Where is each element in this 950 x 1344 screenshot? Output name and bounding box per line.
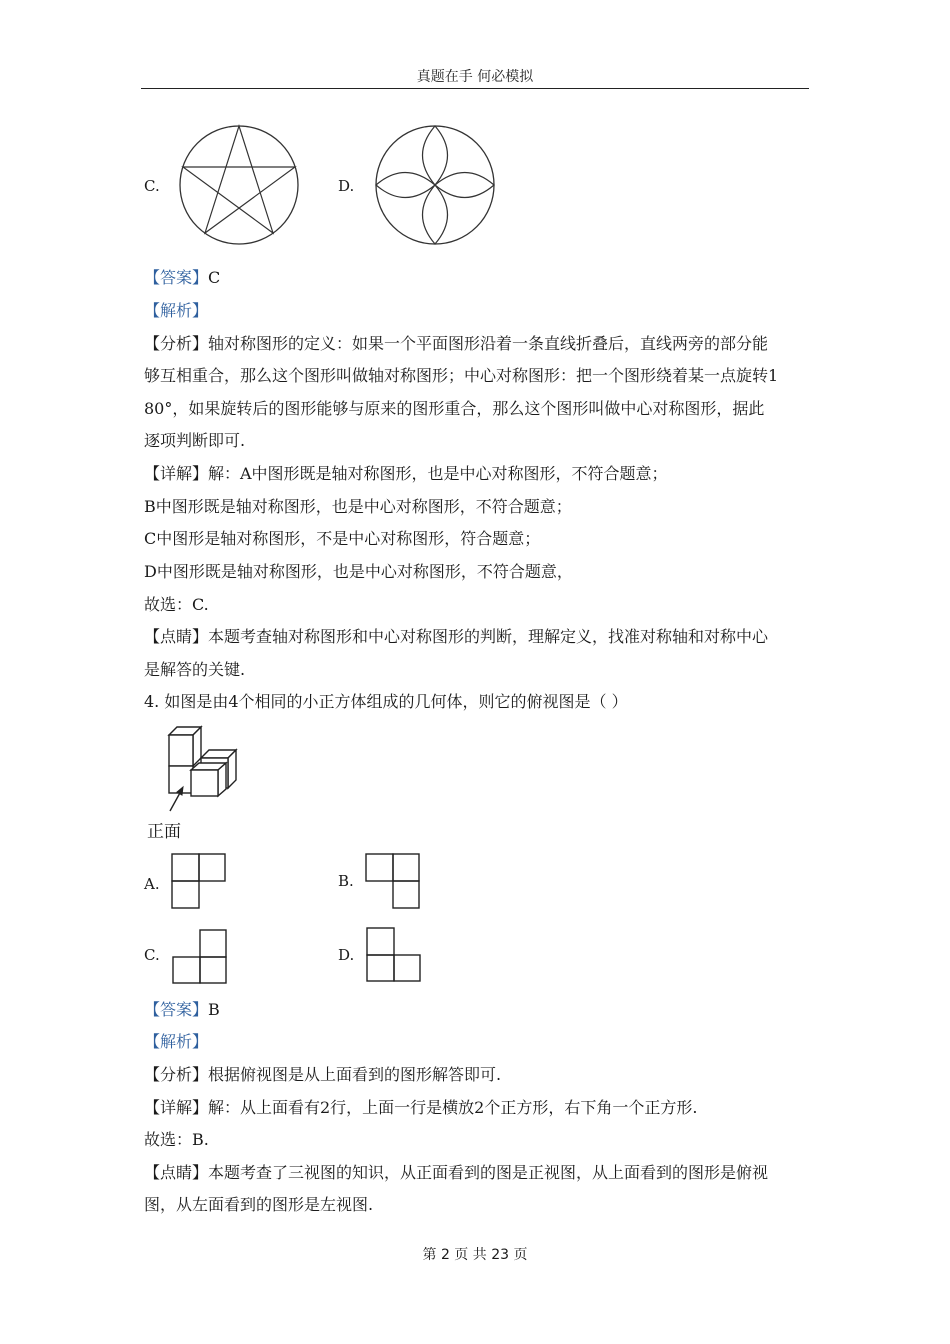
q4-line: 【详解】解：从上面看有2行，上面一行是横放2个正方形，右下角一个正方形.	[144, 1098, 698, 1117]
cube-solid-figure	[160, 722, 245, 817]
q4-line: 【点睛】本题考查了三视图的知识，从正面看到的图是正视图，从上面看到的图形是俯视	[144, 1163, 769, 1182]
view-option-c-figure	[171, 928, 229, 986]
q3-analysis-tag: 【解析】	[144, 301, 209, 320]
option-b-label: B.	[338, 872, 354, 890]
header-rule	[141, 88, 809, 89]
answer-value: B	[208, 1000, 220, 1019]
q3-line: 故选：C.	[144, 595, 209, 614]
q4-analysis-tag: 【解析】	[144, 1032, 209, 1051]
q4-line: 故选：B.	[144, 1130, 209, 1149]
q3-line: 【详解】解：A中图形既是轴对称图形，也是中心对称图形，不符合题意；	[144, 464, 668, 483]
pentagram-circle-figure	[176, 124, 302, 246]
option-a-label: A.	[144, 875, 160, 893]
q4-answer	[144, 1000, 220, 1020]
q3-line: 逐项判断即可.	[144, 431, 246, 450]
view-option-d-figure	[365, 926, 423, 984]
answer-value: C	[208, 268, 221, 287]
q3-answer	[144, 268, 220, 288]
front-view-label: 正面	[147, 822, 181, 842]
option-c-label: C.	[144, 177, 160, 195]
view-option-a-figure	[170, 852, 228, 910]
q4-question: 4. 如图是由4个相同的小正方体组成的几何体，则它的俯视图是（ ）	[144, 692, 628, 711]
answer-tag: 【答案】	[144, 1000, 209, 1019]
option-d-label: D.	[338, 946, 355, 964]
q4-line: 【分析】根据俯视图是从上面看到的图形解答即可.	[144, 1065, 502, 1084]
page-header: 真题在手 何必模拟	[416, 69, 534, 85]
q3-line: D中图形既是轴对称图形，也是中心对称图形，不符合题意，	[144, 562, 573, 581]
option-c-label: C.	[144, 946, 160, 964]
q3-line: C中图形是轴对称图形，不是中心对称图形，符合题意；	[144, 529, 541, 548]
option-d-label: D.	[338, 177, 355, 195]
q3-line: B中图形既是轴对称图形，也是中心对称图形，不符合题意；	[144, 497, 572, 516]
q3-line: 是解答的关键.	[144, 660, 246, 679]
q3-line: 【点睛】本题考查轴对称图形和中心对称图形的判断，理解定义，找准对称轴和对称中心	[144, 627, 769, 646]
q3-line: 够互相重合，那么这个图形叫做轴对称图形；中心对称图形：把一个图形绕着某一点旋转1	[144, 366, 779, 385]
q3-line: 【分析】轴对称图形的定义：如果一个平面图形沿着一条直线折叠后，直线两旁的部分能	[144, 334, 769, 353]
q4-line: 图，从左面看到的图形是左视图.	[144, 1195, 374, 1214]
four-petal-circle-figure	[372, 124, 498, 246]
q3-line: 80°，如果旋转后的图形能够与原来的图形重合，那么这个图形叫做中心对称图形，据此	[144, 399, 765, 418]
answer-tag: 【答案】	[144, 268, 209, 287]
view-option-b-figure	[364, 852, 422, 910]
page-footer: 第 2 页 共 23 页	[422, 1247, 528, 1263]
